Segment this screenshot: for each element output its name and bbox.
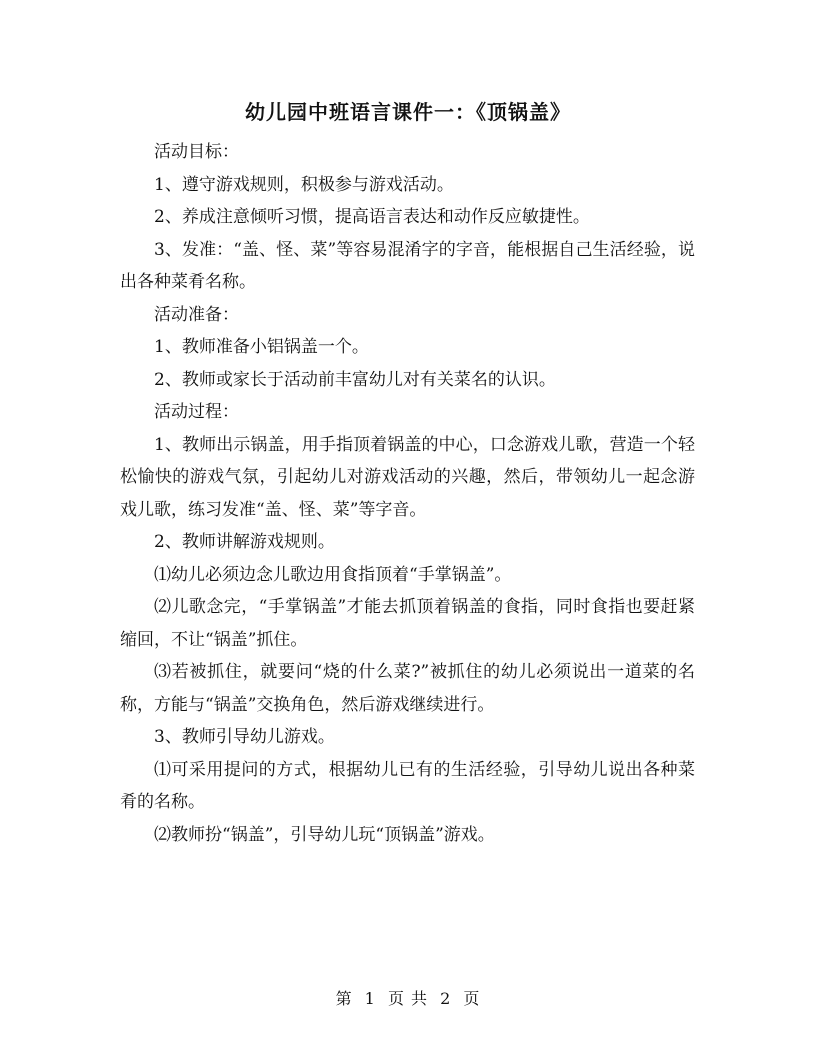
- footer-middle: 页 共: [387, 989, 429, 1008]
- process-step-2: 2、教师讲解游戏规则。: [154, 532, 335, 552]
- footer-suffix: 页: [463, 989, 481, 1008]
- rule-item-2: ⑵儿歌念完，“手掌锅盖”才能去抓顶着锅盖的食指，同时食指也要赶紧缩回，不让“锅盖”抓住。: [120, 597, 695, 650]
- preparation-item-2: 2、教师或家长于活动前丰富幼儿对有关菜名的认识。: [154, 369, 556, 390]
- section-heading-preparation: 活动准备：: [154, 304, 239, 325]
- rule-item-1: ⑴幼儿必须边念儿歌边用食指顶着“手掌锅盖”。: [154, 564, 512, 585]
- section-heading-goals: 活动目标：: [154, 142, 239, 162]
- guide-item-2: ⑵教师扮“锅盖”，引导幼儿玩“顶锅盖”游戏。: [154, 824, 495, 845]
- guide-item-1: ⑴可采用提问的方式，根据幼儿已有的生活经验，引导幼儿说出各种菜肴的名称。: [120, 759, 695, 812]
- footer-total-pages: 2: [440, 989, 452, 1008]
- process-step-1: 1、教师出示锅盖，用手指顶着锅盖的中心，口念游戏儿歌，营造一个轻松愉快的游戏气氛，引起幼儿对游戏活动的兴趣，然后，带领幼儿一起念游戏儿歌，练习发准“盖、怪、菜”等字音。: [120, 434, 695, 520]
- preparation-item-1: 1、教师准备小铝锅盖一个。: [154, 337, 369, 357]
- footer-prefix: 第: [335, 989, 353, 1008]
- footer-page-number: 1: [364, 989, 376, 1008]
- goal-item-2: 2、养成注意倾听习惯，提高语言表达和动作反应敏捷性。: [154, 207, 590, 227]
- document-title: 幼儿园中班语言课件一：《顶锅盖》: [245, 100, 571, 124]
- process-step-3: 3、教师引导幼儿游戏。: [154, 727, 335, 747]
- rule-item-3: ⑶若被抓住，就要问“烧的什么菜?”被抓住的幼儿必须说出一道菜的名称，方能与“锅盖”交换角色，然后游戏继续进行。: [120, 662, 695, 715]
- section-heading-process: 活动过程：: [154, 402, 239, 422]
- goal-item-3: 3、发准：“盖、怪、菜”等容易混淆字的字音，能根据自己生活经验，说出各种菜肴名称。: [120, 239, 695, 292]
- goal-item-1: 1、遵守游戏规则，积极参与游戏活动。: [154, 174, 454, 195]
- document-body: [120, 136, 695, 851]
- page-footer: [0, 986, 816, 1009]
